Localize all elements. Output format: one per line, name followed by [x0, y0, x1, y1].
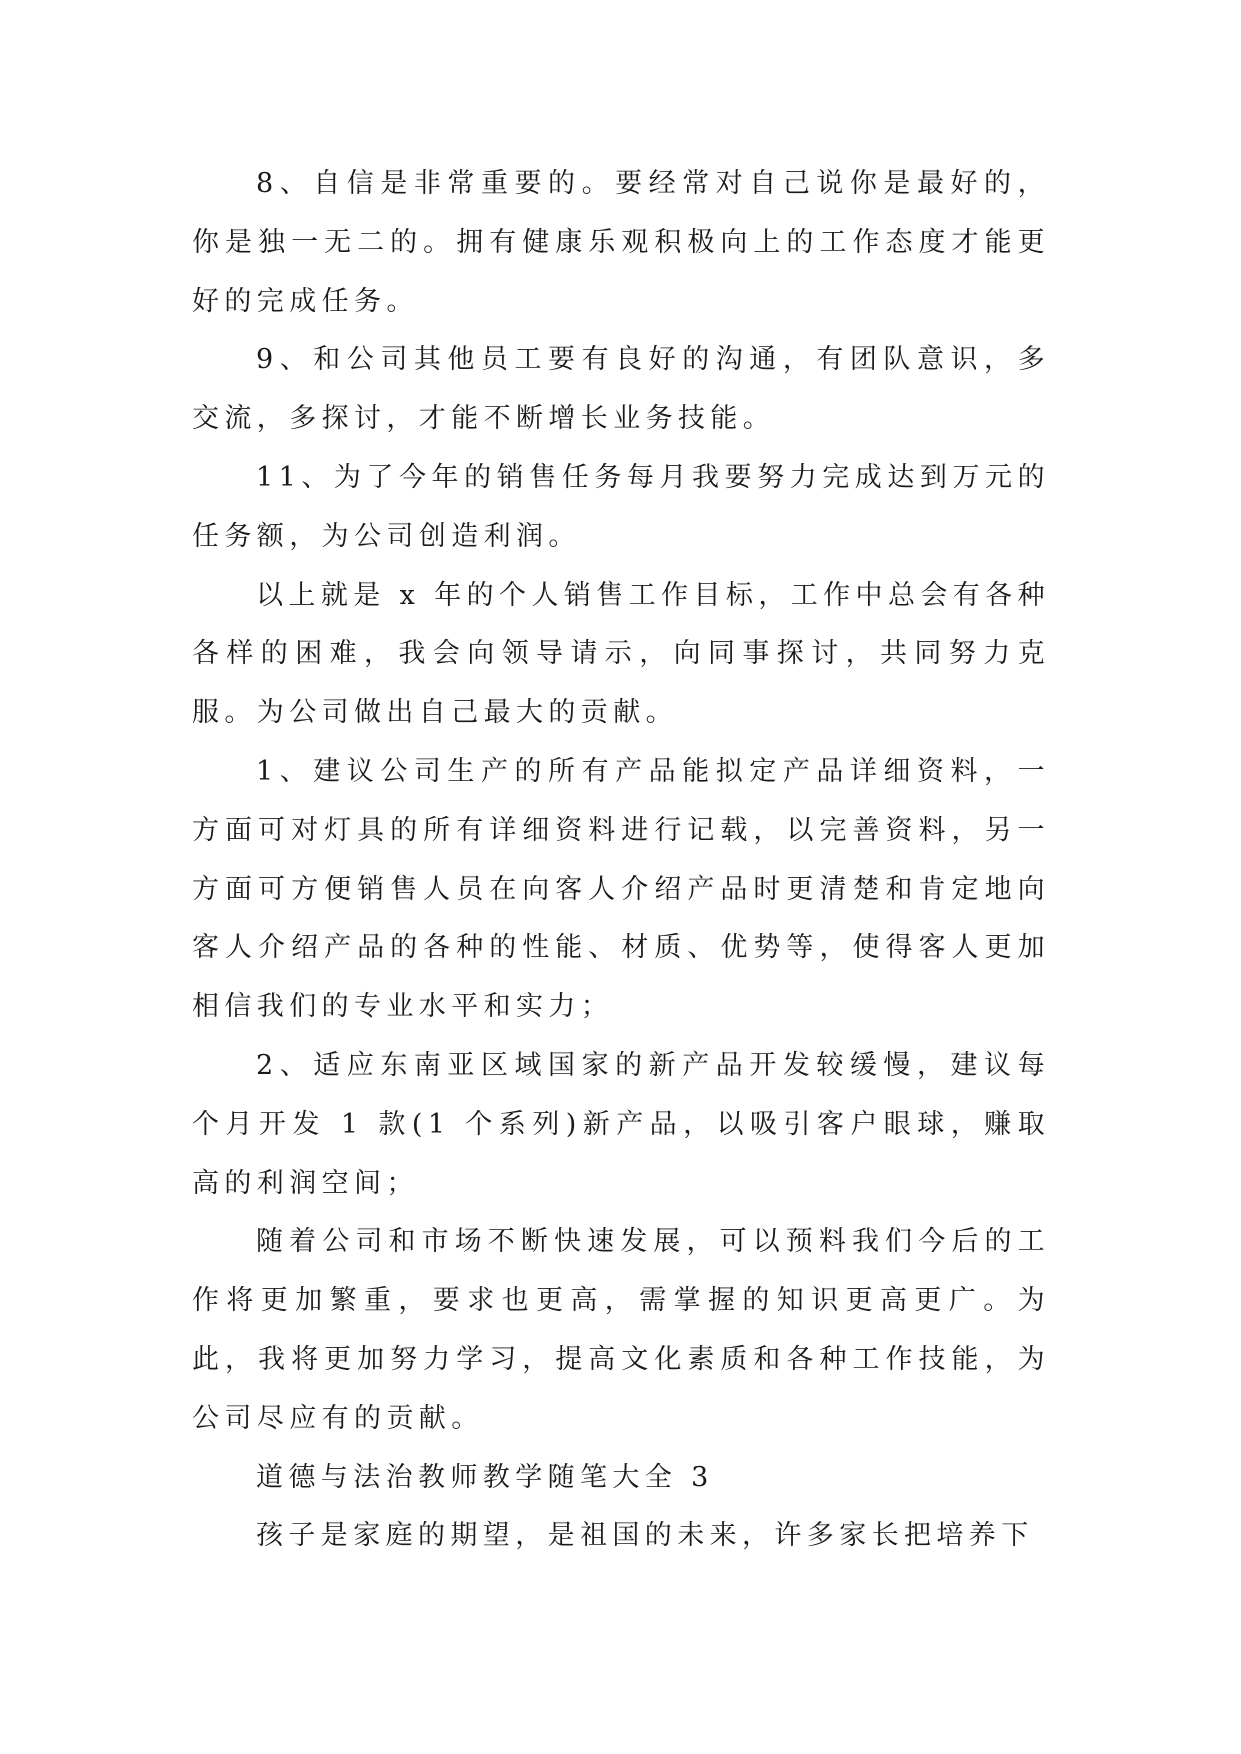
paragraph-closing: 随着公司和市场不断快速发展，可以预料我们今后的工作将更加繁重，要求也更高，需掌握的知识更高更广。为此，我将更加努力学习，提高文化素质和各种工作技能，为公司尽应有的贡献。 [192, 1226, 1050, 1434]
paragraph-summary: 以上就是 x 年的个人销售工作目标，工作中总会有各种各样的困难，我会向领导请示，向同事探讨，共同努力克服。为公司做出自己最大的贡献。 [192, 579, 1050, 729]
paragraph-item-11: 11、为了今年的销售任务每月我要努力完成达到万元的任务额，为公司创造利润。 [192, 461, 1050, 552]
paragraph-intro: 孩子是家庭的期望，是祖国的未来，许多家长把培养下 [256, 1520, 1034, 1552]
paragraph-suggestion-2: 2、适应东南亚区域国家的新产品开发较缓慢，建议每个月开发 1 款(1 个系列)新产品，以吸引客户眼球，赚取高的利润空间； [192, 1049, 1050, 1199]
paragraph-item-9: 9、和公司其他员工要有良好的沟通，有团队意识，多交流，多探讨，才能不断增长业务技能。 [192, 344, 1050, 435]
paragraph-suggestion-1: 1、建议公司生产的所有产品能拟定产品详细资料，一方面可对灯具的所有详细资料进行记载，以完善资料，另一方面可方便销售人员在向客人介绍产品时更清楚和肯定地向客人介绍产品的各种的性能、材质、优势等，使得客人更加相信我们的专业水平和实力； [192, 755, 1050, 1023]
document-body [192, 155, 1050, 1566]
paragraph-item-8: 8、自信是非常重要的。要经常对自己说你是最好的，你是独一无二的。拥有健康乐观积极向上的工作态度才能更好的完成任务。 [192, 168, 1050, 317]
section-heading: 道德与法治教师教学随笔大全 3 [256, 1461, 714, 1493]
